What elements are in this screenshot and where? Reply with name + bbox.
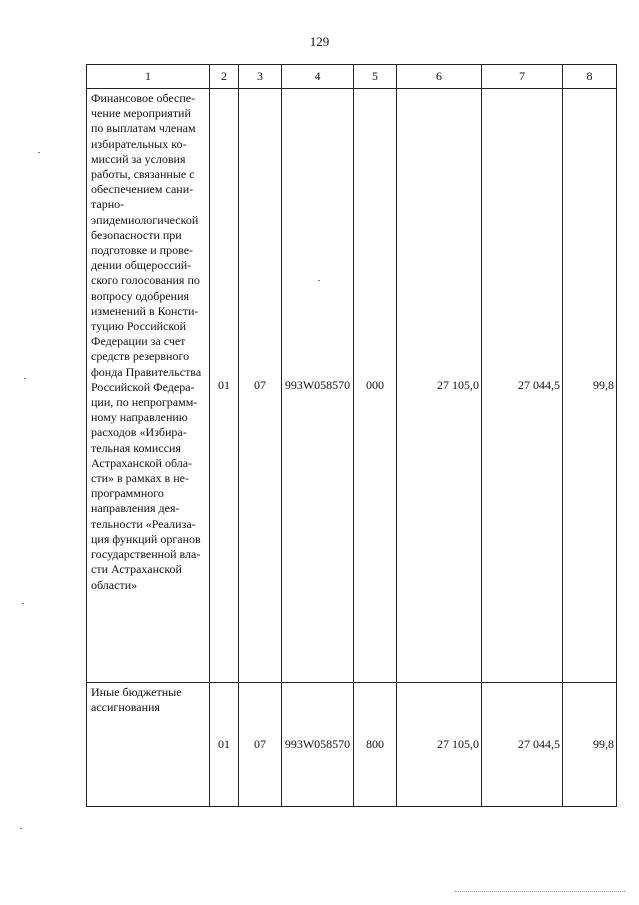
description-line: Астраханской обла- (91, 455, 193, 470)
description-line: дении общероссий- (91, 258, 192, 273)
description-line: ассигнования (91, 700, 160, 715)
description-line: Российской Федера- (91, 379, 195, 394)
budget-table (86, 64, 617, 807)
description-line: изменений в Консти- (91, 303, 199, 318)
row-description (87, 683, 210, 807)
execution-percent: 99,8 (563, 683, 617, 807)
row-description (87, 89, 210, 683)
description-line: государственной вла- (91, 547, 201, 562)
expense-type-code: 000 (354, 89, 397, 683)
description-line: направления дея- (91, 501, 180, 516)
scan-speck (318, 280, 320, 281)
description-line: избирательных ко- (91, 136, 187, 151)
footer-rule (455, 891, 625, 892)
column-header: 1 (87, 65, 210, 89)
subsection-code: 07 (239, 89, 282, 683)
description-line: чение мероприятий (91, 106, 191, 121)
expense-type-code: 800 (354, 683, 397, 807)
description-line: тельная комиссия (91, 440, 181, 455)
description-line: программного (91, 486, 164, 501)
description-line: средств резервного (91, 349, 190, 364)
description-line: ному направлению (91, 410, 188, 425)
executed-amount: 27 044,5 (482, 683, 563, 807)
column-header: 6 (397, 65, 482, 89)
description-line: тарно- (91, 197, 125, 212)
column-header: 5 (354, 65, 397, 89)
section-code: 01 (210, 683, 239, 807)
description-line: сти» в рамках в не- (91, 471, 189, 486)
table-header-row (87, 65, 617, 89)
description-line: работы, связанные с (91, 167, 195, 182)
page-number: 129 (309, 34, 330, 49)
description-line: по выплатам членам (91, 121, 196, 136)
column-header: 4 (282, 65, 354, 89)
column-header: 8 (563, 65, 617, 89)
description-line: туцию Российской (91, 319, 187, 334)
description-line: фонда Правительства (91, 364, 202, 379)
description-line: области» (91, 577, 138, 592)
table-row (87, 683, 617, 807)
scan-speck (38, 152, 40, 153)
description-line: эпидемиологической (91, 212, 199, 227)
description-line: Федерации за счет (91, 334, 186, 349)
description-line: обеспечением сани- (91, 182, 194, 197)
table-row (87, 89, 617, 683)
description-line: тельности «Реализа- (91, 516, 196, 531)
column-header: 7 (482, 65, 563, 89)
description-line: сти Астраханской (91, 562, 182, 577)
scan-speck (22, 603, 24, 604)
executed-amount: 27 044,5 (482, 89, 563, 683)
scan-speck (20, 828, 22, 829)
description-line: Иные бюджетные (91, 685, 182, 699)
target-article-code: 993W058570 (282, 89, 354, 683)
description-line: ского голосования по (91, 273, 200, 288)
column-header: 2 (210, 65, 239, 89)
column-header: 3 (239, 65, 282, 89)
description-line: ция функций органов (91, 531, 201, 546)
description-line: вопросу одобрения (91, 288, 190, 303)
description-line: ции, по непрограмм- (91, 395, 198, 410)
planned-amount: 27 105,0 (397, 89, 482, 683)
description-line: расходов «Избира- (91, 425, 187, 440)
execution-percent: 99,8 (563, 89, 617, 683)
planned-amount: 27 105,0 (397, 683, 482, 807)
subsection-code: 07 (239, 683, 282, 807)
section-code: 01 (210, 89, 239, 683)
description-line: подготовке и прове- (91, 243, 194, 258)
description-line: безопасности при (91, 227, 182, 242)
description-line: миссий за условия (91, 151, 186, 166)
target-article-code: 993W058570 (282, 683, 354, 807)
scan-speck (24, 378, 26, 379)
description-line: Финансовое обеспе- (91, 91, 196, 105)
